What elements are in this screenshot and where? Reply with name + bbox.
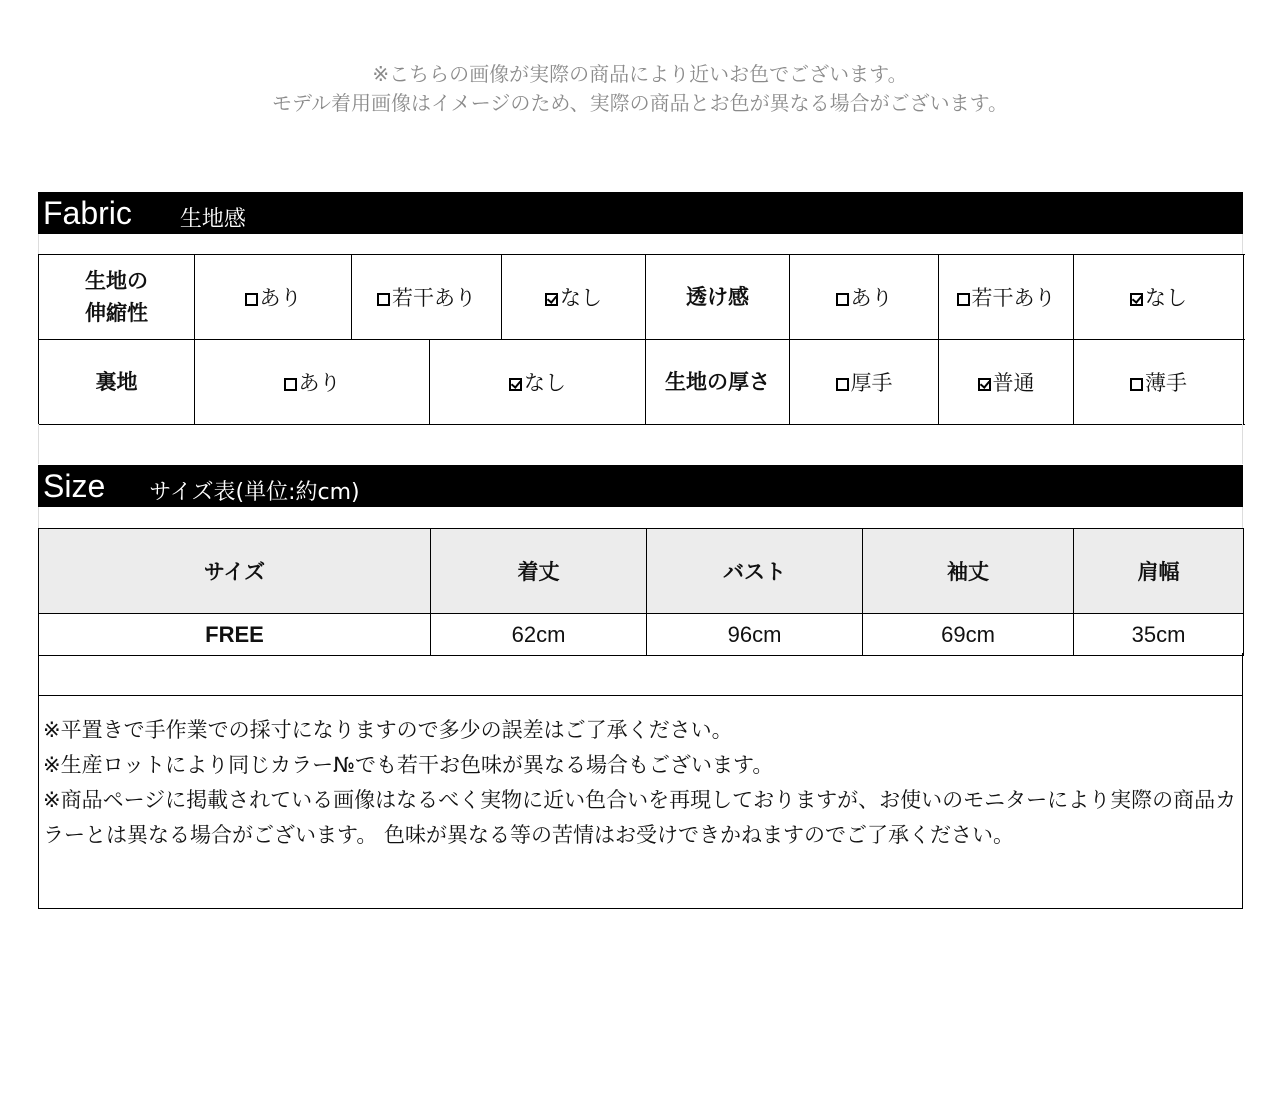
unchecked-box-icon [836, 378, 849, 391]
size-title-en: Size [43, 467, 106, 504]
stretch-label-line-1: 生地の [85, 269, 148, 293]
note-line-3: ※商品ページに掲載されている画像はなるべく実物に近い色合いを再現しておりますが、お使いのモニターにより実際の商品カラーとは異なる場合がございます。 色味が異なる等の苦情はお受けできかねますのでご了承ください。 [43, 788, 1237, 847]
sheer-option-yes: あり [790, 255, 939, 340]
size-table [38, 528, 1244, 656]
table-row [39, 614, 1244, 656]
unchecked-box-icon [1130, 378, 1143, 391]
header-size: サイズ [39, 529, 431, 614]
lining-option-no: なし [430, 340, 646, 425]
empty-row [38, 653, 1243, 696]
unchecked-box-icon [377, 293, 390, 306]
header-length: 着丈 [431, 529, 647, 614]
color-notice [0, 60, 1280, 118]
fabric-bottom-spacer [38, 424, 1243, 464]
note-line-1: ※平置きで手作業での採寸になりますので多少の誤差はご了承ください。 [43, 718, 733, 742]
sheer-option-no: なし [1074, 255, 1244, 340]
lining-option-yes: あり [195, 340, 430, 425]
length-cell: 62cm [431, 614, 647, 656]
size-top-spacer [38, 507, 1243, 528]
thickness-label: 生地の厚さ [646, 340, 790, 425]
color-notice-line-2: モデル着用画像はイメージのため、実際の商品とお色が異なる場合がございます。 [272, 91, 1008, 115]
checked-box-icon [509, 378, 522, 391]
color-notice-line-1: ※こちらの画像が実際の商品により近いお色でございます。 [372, 62, 908, 86]
size-header-band [38, 465, 1243, 507]
stretch-option-no: なし [502, 255, 646, 340]
size-cell: FREE [39, 614, 431, 656]
unchecked-box-icon [836, 293, 849, 306]
size-title-jp: サイズ表(単位:約cm) [149, 479, 360, 505]
fabric-table [38, 254, 1244, 425]
thickness-option-thin: 薄手 [1074, 340, 1244, 425]
fabric-title-en: Fabric [43, 194, 132, 231]
bust-cell: 96cm [647, 614, 863, 656]
stretch-label-line-2: 伸縮性 [85, 301, 148, 325]
measurement-notes [38, 695, 1243, 909]
stretch-option-yes: あり [195, 255, 352, 340]
thickness-option-thick: 厚手 [790, 340, 939, 425]
unchecked-box-icon [245, 293, 258, 306]
lining-label: 裏地 [39, 340, 195, 425]
sleeve-cell: 69cm [863, 614, 1074, 656]
thickness-option-normal: 普通 [939, 340, 1074, 425]
shoulder-cell: 35cm [1074, 614, 1244, 656]
sheer-option-slight: 若干あり [939, 255, 1074, 340]
fabric-row-stretch [39, 255, 1244, 340]
size-header-row [39, 529, 1244, 614]
sheer-label: 透け感 [646, 255, 790, 340]
fabric-header-band [38, 192, 1243, 234]
header-bust: バスト [647, 529, 863, 614]
stretch-option-slight: 若干あり [352, 255, 502, 340]
fabric-title-jp: 生地感 [179, 206, 246, 232]
fabric-row-lining [39, 340, 1244, 425]
header-sleeve: 袖丈 [863, 529, 1074, 614]
checked-box-icon [545, 293, 558, 306]
checked-box-icon [978, 378, 991, 391]
checked-box-icon [1130, 293, 1143, 306]
unchecked-box-icon [957, 293, 970, 306]
header-shoulder: 肩幅 [1074, 529, 1244, 614]
note-line-2: ※生産ロットにより同じカラー№でも若干お色味が異なる場合もございます。 [43, 753, 774, 777]
stretch-label [39, 255, 195, 340]
unchecked-box-icon [284, 378, 297, 391]
fabric-top-spacer [38, 234, 1243, 254]
